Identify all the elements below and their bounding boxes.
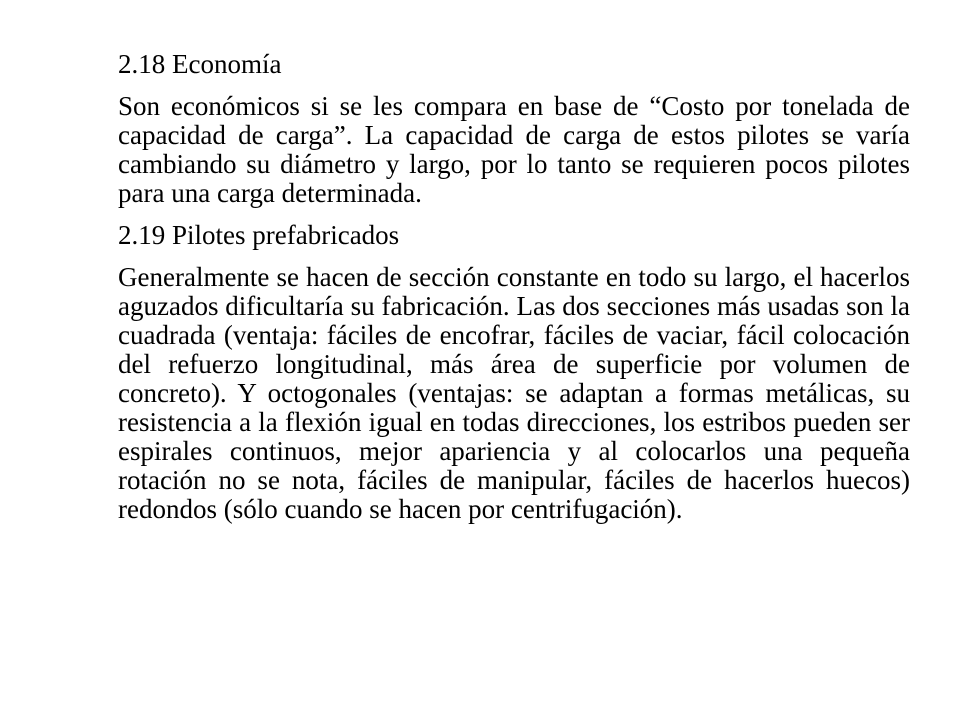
slide-content xyxy=(118,50,910,537)
section-body-economia: Son económicos si se les compara en base de “Costo por tonelada de capacidad de carga”. La capacidad de carga de estos pilotes se varía cambiando su diámetro y largo, por lo tanto se requieren pocos pilotes para una carga determinada. xyxy=(118,91,910,208)
section-heading-economia: 2.18 Economía xyxy=(118,49,282,79)
section-body-pilotes-prefabricados: Generalmente se hacen de sección constante en todo su largo, el hacerlos aguzados dificultaría su fabricación. Las dos secciones más usadas son la cuadrada (ventaja: fáciles de encofrar, fáciles de vaciar, fácil colocación del refuerzo longitudinal, más área de superficie por volumen de concreto). Y octogonales (ventajas: se adaptan a formas metálicas, su resistencia a la flexión igual en todas direcciones, los estribos pueden ser espirales continuos, mejor apariencia y al colocarlos una pequeña rotación no se nota, fáciles de manipular, fáciles de hacerlos huecos) redondos (sólo cuando se hacen por centrifugación). xyxy=(118,262,910,524)
section-heading-pilotes-prefabricados: 2.19 Pilotes prefabricados xyxy=(118,220,400,250)
